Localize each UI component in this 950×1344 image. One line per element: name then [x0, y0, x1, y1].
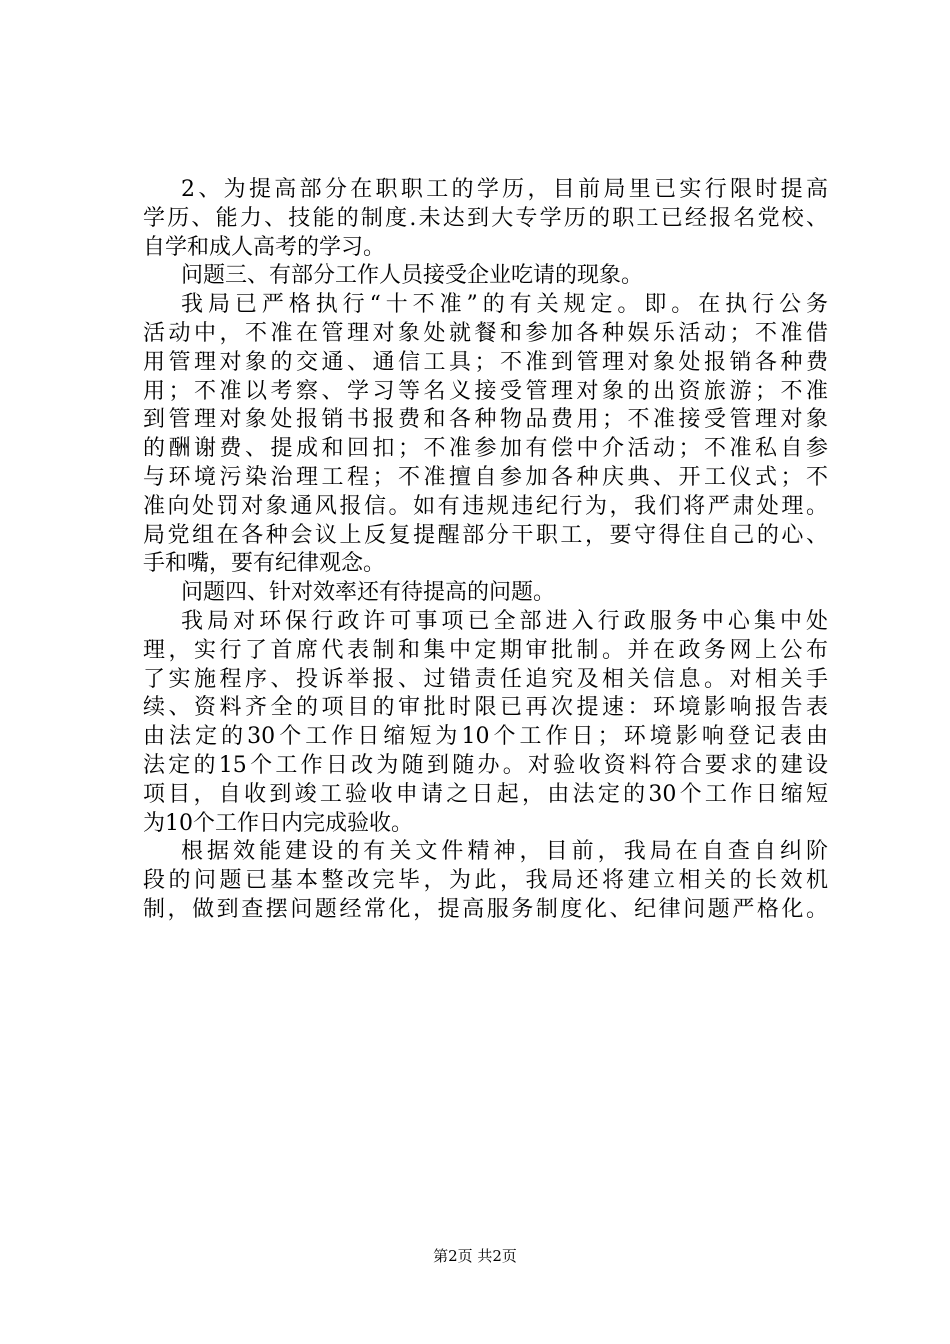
paragraph-line: 与环境污染治理工程；不准擅自参加各种庆典、开工仪式；不: [143, 464, 828, 490]
paragraph-line: 用管理对象的交通、通信工具；不准到管理对象处报销各种费: [143, 349, 828, 375]
paragraph-line: 法定的15个工作日改为随到随办。对验收资料符合要求的建设: [143, 752, 828, 778]
paragraph-line: 续、资料齐全的项目的审批时限已再次提速：环境影响报告表: [143, 695, 828, 721]
paragraph-line: 项目，自收到竣工验收申请之日起，由法定的30个工作日缩短: [143, 781, 828, 807]
paragraph-line: 的酬谢费、提成和回扣；不准参加有偿中介活动；不准私自参: [143, 436, 828, 462]
paragraph-line: 为10个工作日内完成验收。: [143, 810, 413, 836]
paragraph-line: 段的问题已基本整改完毕，为此，我局还将建立相关的长效机: [143, 868, 828, 894]
section-heading: 问题三、有部分工作人员接受企业吃请的现象。: [181, 263, 644, 289]
paragraph-line: 我局对环保行政许可事项已全部进入行政服务中心集中处: [181, 608, 828, 634]
paragraph-line: 我局已严格执行“十不准”的有关规定。即。在执行公务: [181, 292, 828, 318]
paragraph-line: 活动中，不准在管理对象处就餐和参加各种娱乐活动；不准借: [143, 320, 828, 346]
page-number-footer: 第2页 共2页: [433, 1247, 517, 1265]
paragraph-line: 到管理对象处报销书报费和各种物品费用；不准接受管理对象: [143, 407, 828, 433]
paragraph-line: 准向处罚对象通风报信。如有违规违纪行为，我们将严肃处理。: [143, 493, 828, 519]
paragraph-line: 用；不准以考察、学习等名义接受管理对象的出资旅游；不准: [143, 378, 828, 404]
paragraph-line: 局党组在各种会议上反复提醒部分干职工，要守得住自己的心、: [143, 522, 828, 548]
paragraph-line: 理，实行了首席代表制和集中定期审批制。并在政务网上公布: [143, 637, 828, 663]
paragraph-line: 了实施程序、投诉举报、过错责任追究及相关信息。对相关手: [143, 666, 828, 692]
paragraph-line: 自学和成人高考的学习。: [143, 234, 386, 260]
paragraph-line: 学历、能力、技能的制度.未达到大专学历的职工已经报名党校、: [143, 205, 828, 231]
section-heading: 问题四、针对效率还有待提高的问题。: [181, 580, 556, 606]
paragraph-line: 2、为提高部分在职职工的学历，目前局里已实行限时提高: [181, 177, 828, 202]
paragraph-line: 制，做到查摆问题经常化，提高服务制度化、纪律问题严格化。: [143, 896, 828, 922]
paragraph-line: 根据效能建设的有关文件精神，目前，我局在自查自纠阶: [181, 839, 828, 865]
document-body: [143, 176, 828, 925]
paragraph-line: 手和嘴，要有纪律观念。: [143, 551, 386, 577]
paragraph-line: 由法定的30个工作日缩短为10个工作日；环境影响登记表由: [143, 724, 828, 750]
